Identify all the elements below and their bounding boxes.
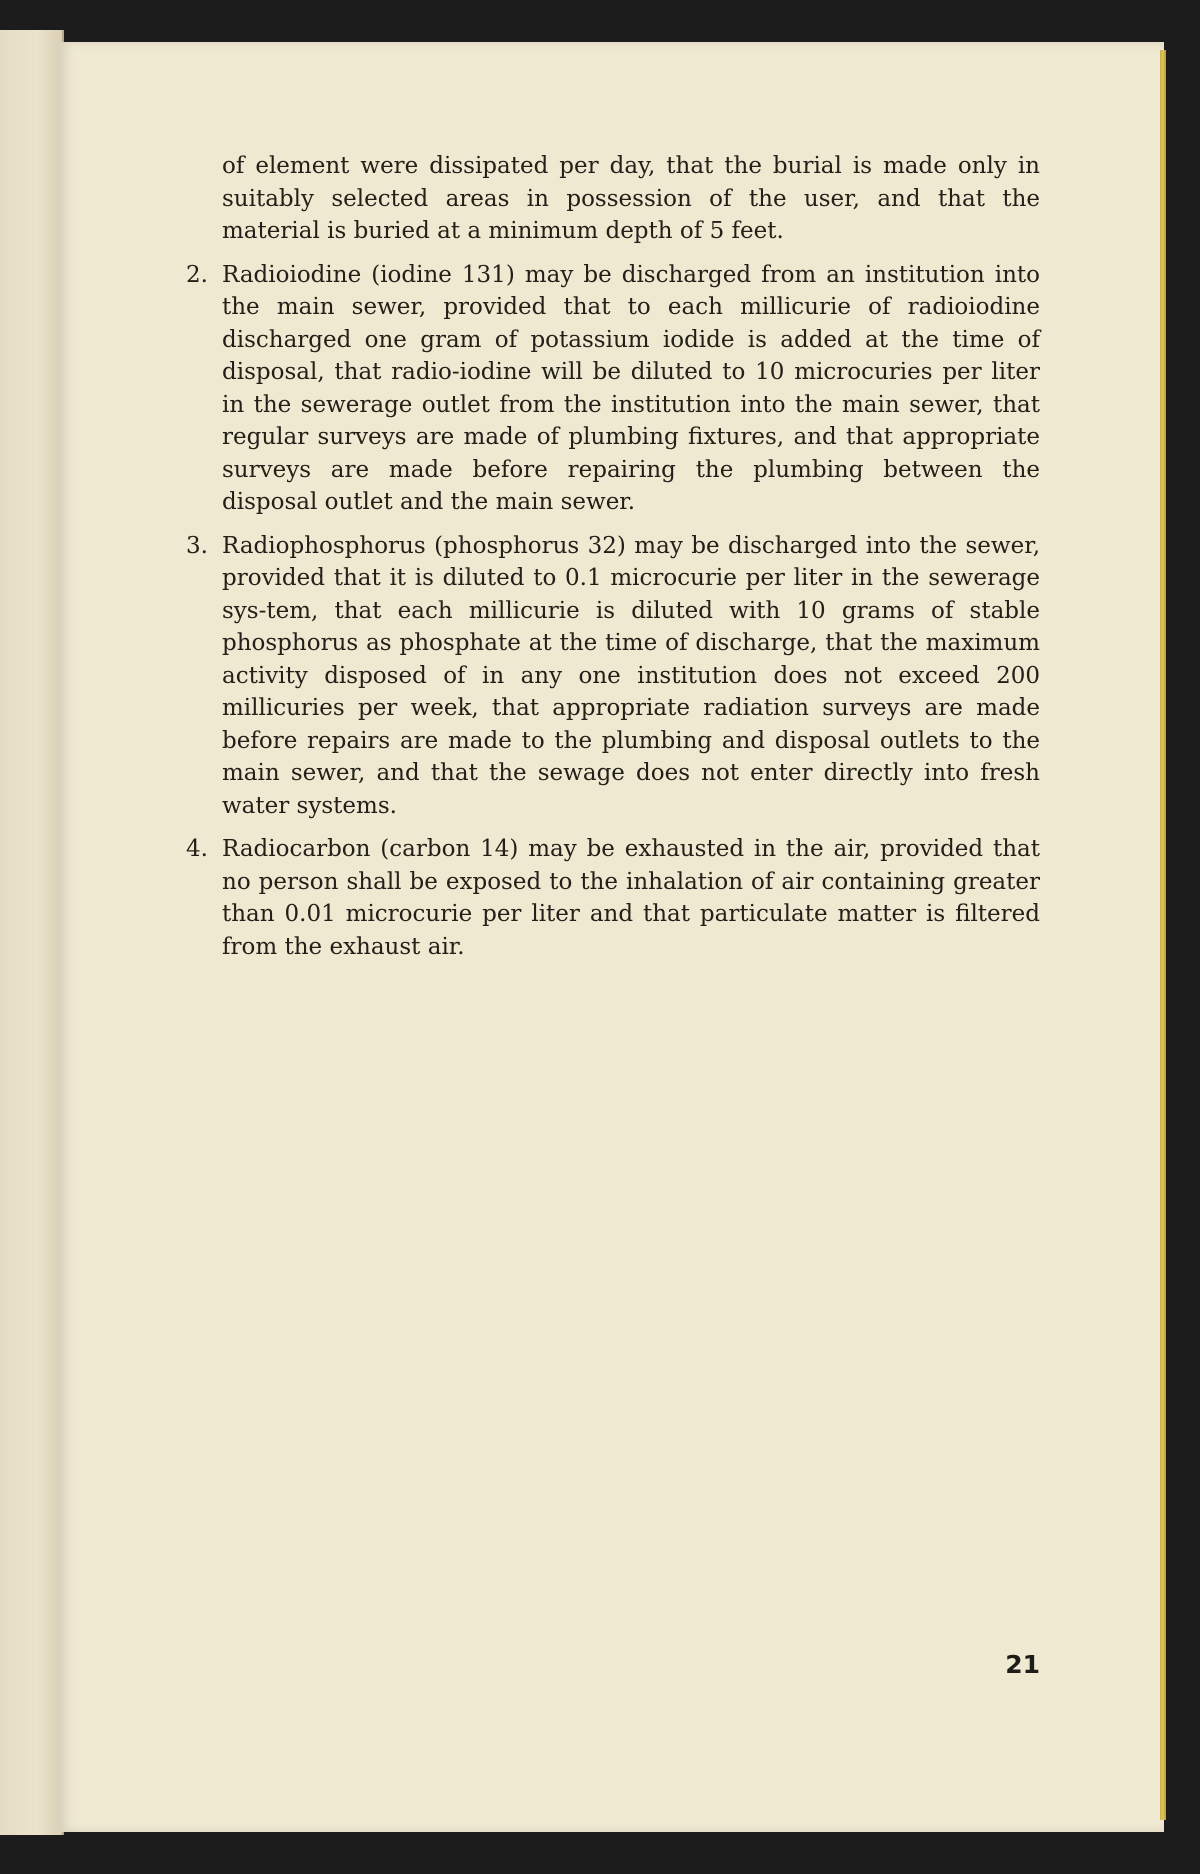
previous-page-edge (0, 30, 64, 1835)
list-item (186, 259, 1040, 519)
list-item-text: Radioiodine (iodine 131) may be discharged from an institution into the main sewer, provided that to each millicurie of radioiodine discharged one gram of potassium iodide is added at the time of disposal, that radio-iodine will be diluted to 10 microcuries per liter in the sewerage outlet from the institution into the main sewer, that regular surveys are made of plumbing fixtures, and that appropriate surveys are made before repairing the plumbing between the disposal outlet and the main sewer. (222, 261, 1040, 515)
page-gilt-edge (1160, 50, 1166, 1820)
continued-paragraph: of element were dissipated per day, that the burial is made only in suitably selected areas in possession of the user, and that the material is buried at a minimum depth of 5 feet. (222, 153, 1040, 244)
page-number: 21 (1005, 1650, 1040, 1679)
list-item (186, 833, 1040, 963)
list-item-number: 3. (186, 532, 208, 559)
list-item-text: Radiophosphorus (phosphorus 32) may be discharged into the sewer, provided that it is diluted to 0.1 microcurie per liter in the sewerage sys-tem, that each millicurie is diluted with 10 grams of stable phosphorus as phosphate at the time of discharge, that the maximum activity disposed of in any one institution does not exceed 200 millicuries per week, that appropriate radiation surveys are made before repairs are made to the plumbing and disposal outlets to the main sewer, and that the sewage does not enter directly into fresh water systems. (222, 532, 1040, 819)
body-text (186, 150, 1040, 963)
list-item-number: 4. (186, 836, 208, 862)
list-item (186, 530, 1040, 823)
list-item-number: 2. (186, 261, 208, 288)
list-item-text: Radiocarbon (carbon 14) may be exhausted in the air, provided that no person shall be exposed to the inhalation of air containing greater than 0.01 microcurie per liter and that particulate matter is filtered from the exhaust air. (222, 836, 1040, 960)
